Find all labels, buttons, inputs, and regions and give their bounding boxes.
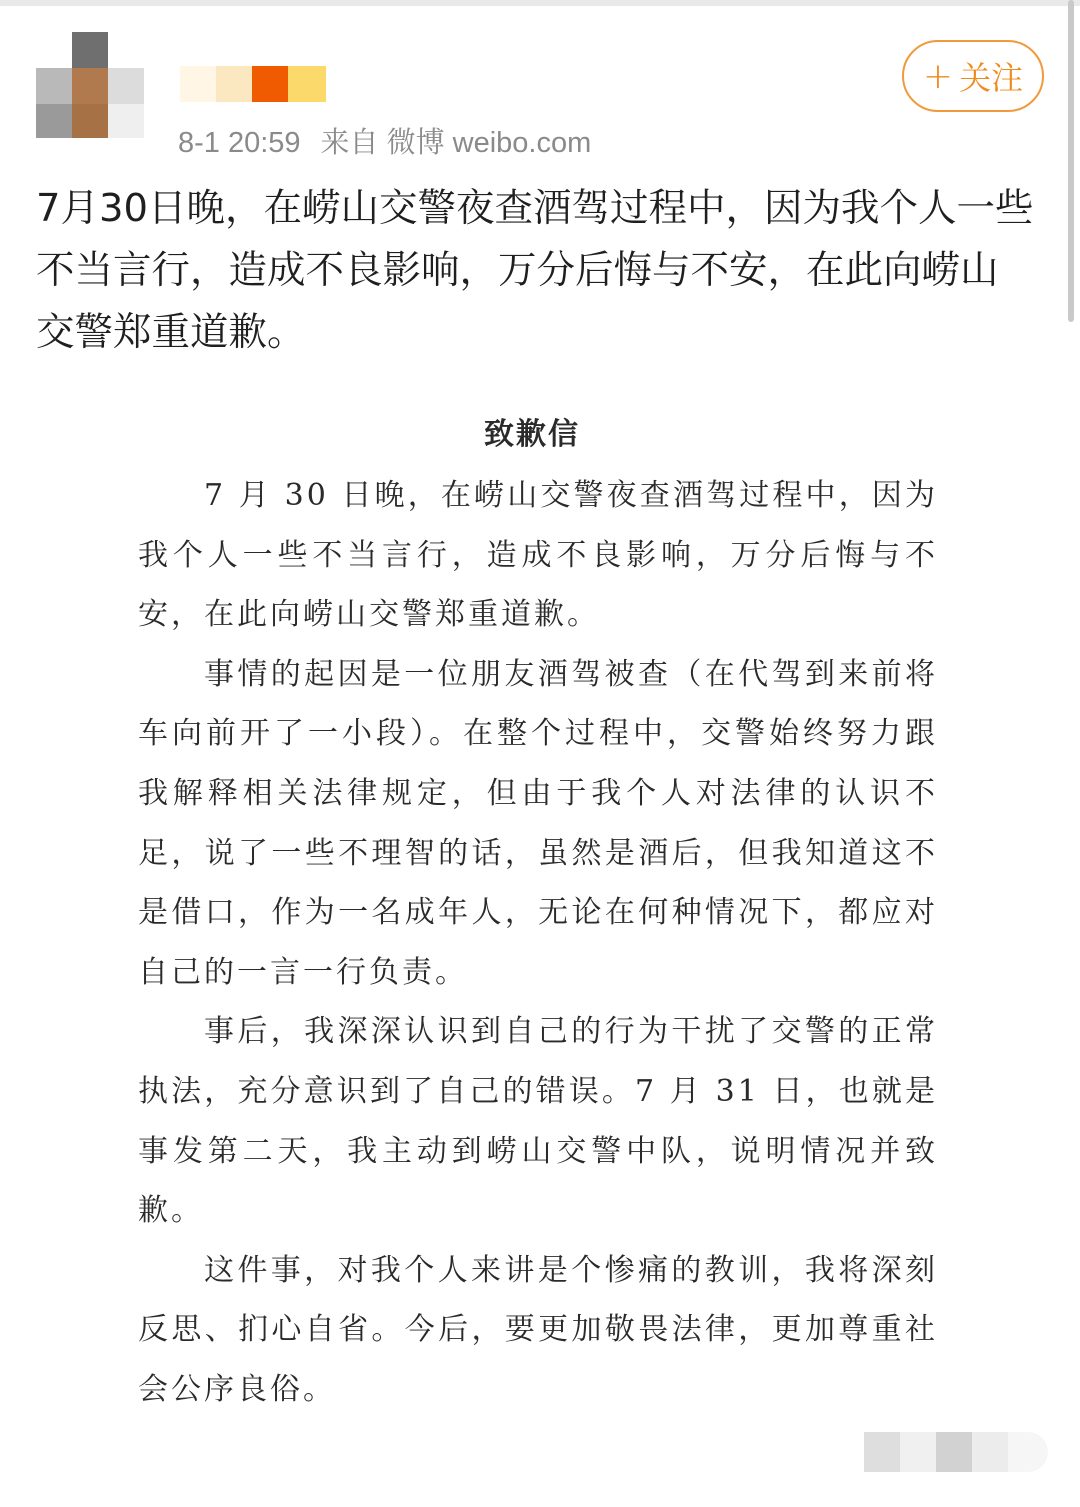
letter-paragraph: 事情的起因是一位朋友酒驾被查（在代驾到来前将车向前开了一小段）。在整个过程中，交警始终努力跟我解释相关法律规定，但由于我个人对法律的认识不足，说了一些不理智的话，虽然是酒后，但我知道这不是借口，作为一名成年人，无论在何种情况下，都应对自己的一言一行负责。 — [138, 656, 938, 990]
post-source: 来自 微博 weibo.com — [320, 127, 592, 159]
watermark-pixel — [1008, 1432, 1048, 1472]
letter-paragraph: 事后，我深深认识到自己的行为干扰了交警的正常执法，充分意识到了自己的错误。7 月 31 日，也就是事发第二天，我主动到崂山交警中队，说明情况并致歉。 — [138, 1014, 938, 1229]
avatar-pixel — [36, 68, 72, 104]
username-pixelated[interactable] — [180, 66, 326, 102]
username-pixel — [288, 66, 326, 102]
watermark-pixel — [972, 1432, 1008, 1472]
avatar[interactable] — [36, 32, 144, 138]
letter-paragraph: 7 月 30 日晚，在崂山交警夜查酒驾过程中，因为我个人一些不当言行，造成不良影响，万分后悔与不安，在此向崂山交警郑重道歉。 — [138, 478, 938, 633]
apology-letter-image[interactable] — [138, 410, 938, 1420]
watermark-pixel — [936, 1432, 972, 1472]
top-edge-divider — [0, 0, 1080, 6]
post-meta — [178, 120, 591, 161]
post-timestamp: 8-1 20:59 — [178, 127, 301, 159]
username-pixel — [252, 66, 288, 102]
letter-paragraph: 这件事，对我个人来讲是个惨痛的教训，我将深刻反思、扪心自省。今后，要更加敬畏法律，更加尊重社会公序良俗。 — [138, 1252, 938, 1407]
post-text: 7月30日晚，在崂山交警夜查酒驾过程中，因为我个人一些不当言行，造成不良影响，万分后悔与不安，在此向崂山交警郑重道歉。 — [36, 186, 1034, 355]
letter-title: 致歉信 — [484, 417, 580, 452]
avatar-pixel — [72, 68, 108, 104]
watermark-pixel — [864, 1432, 900, 1472]
avatar-pixel — [36, 104, 72, 138]
scrollbar[interactable] — [1068, 0, 1074, 322]
username-pixel — [216, 66, 252, 102]
watermark-pixelated — [864, 1432, 1048, 1472]
avatar-pixel — [72, 32, 108, 68]
watermark-pixel — [900, 1432, 936, 1472]
plus-icon: + — [922, 55, 954, 97]
follow-label: 关注 — [959, 59, 1024, 97]
avatar-pixel — [108, 68, 144, 104]
username-pixel — [180, 66, 216, 102]
follow-button[interactable] — [902, 40, 1044, 112]
avatar-pixel — [108, 104, 144, 138]
avatar-pixel — [72, 104, 108, 138]
